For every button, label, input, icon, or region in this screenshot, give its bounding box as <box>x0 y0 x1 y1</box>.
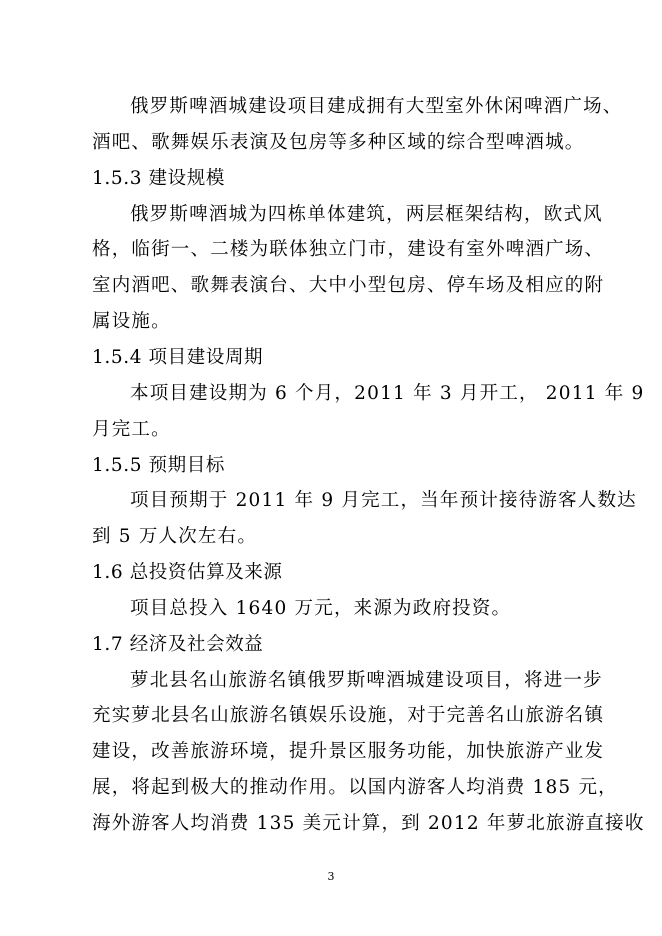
paragraph-line: 项目预期于 2011 年 9 月完工，当年预计接待游客人数达 <box>130 490 637 511</box>
paragraph-line: 格，临街一、二楼为联体独立门市，建设有室外啤酒广场、 <box>92 239 605 260</box>
section-heading: 1.5.3 建设规模 <box>92 168 225 189</box>
section-heading: 1.5.4 项目建设周期 <box>92 347 264 368</box>
paragraph-line: 月完工。 <box>92 419 171 440</box>
paragraph-line: 到 5 万人次左右。 <box>92 526 258 547</box>
paragraph-line: 室内酒吧、歌舞表演台、大中小型包房、停车场及相应的附 <box>92 275 605 296</box>
paragraph-line: 展，将起到极大的推动作用。以国内游客人均消费 185 元， <box>92 777 618 798</box>
paragraph-line: 海外游客人均消费 135 美元计算，到 2012 年萝北旅游直接收 <box>92 813 645 834</box>
page-number: 3 <box>327 870 335 883</box>
section-heading: 1.7 经济及社会效益 <box>92 634 264 655</box>
section-heading: 1.6 总投资估算及来源 <box>92 562 283 583</box>
paragraph-line: 萝北县名山旅游名镇俄罗斯啤酒城建设项目，将进一步 <box>130 670 603 691</box>
paragraph-line: 属设施。 <box>92 311 171 332</box>
paragraph-line: 项目总投入 1640 万元，来源为政府投资。 <box>130 598 512 619</box>
paragraph-line: 充实萝北县名山旅游名镇娱乐设施，对于完善名山旅游名镇 <box>92 705 605 726</box>
paragraph-line: 俄罗斯啤酒城建设项目建成拥有大型室外休闲啤酒广场、 <box>130 96 623 117</box>
paragraph-line: 建设，改善旅游环境，提升景区服务功能，加快旅游产业发 <box>92 741 605 762</box>
section-heading: 1.5.5 预期目标 <box>92 455 225 476</box>
paragraph-line: 本项目建设期为 6 个月，2011 年 3 月开工， 2011 年 9 <box>130 383 645 404</box>
paragraph-line: 酒吧、歌舞娱乐表演及包房等多种区域的综合型啤酒城。 <box>92 132 585 153</box>
paragraph-line: 俄罗斯啤酒城为四栋单体建筑，两层框架结构，欧式风 <box>130 204 603 225</box>
